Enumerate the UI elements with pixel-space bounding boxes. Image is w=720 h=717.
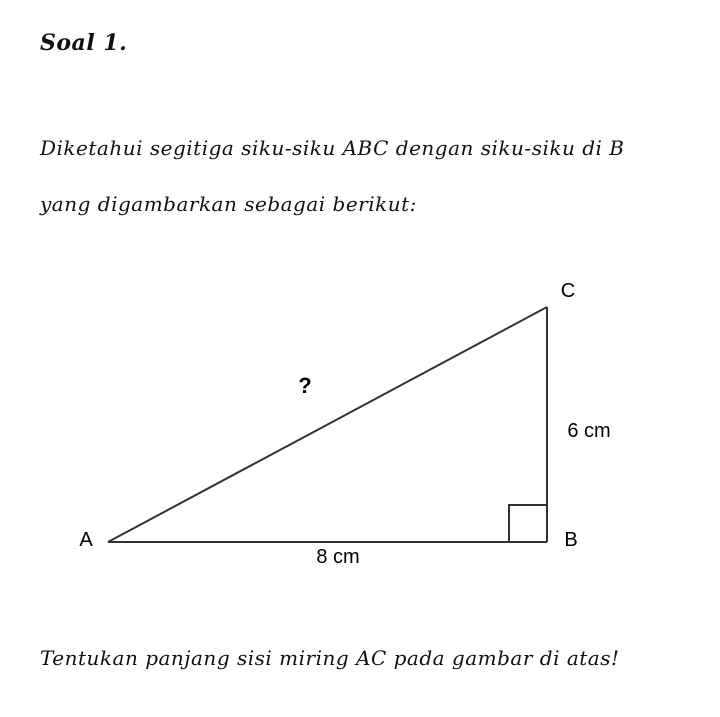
side-bc-length-label: 6 cm xyxy=(567,420,611,442)
question-text: Tentukan panjang sisi miring AC pada gambar di atas! xyxy=(40,646,620,670)
side-ac-hypotenuse-line xyxy=(108,307,547,542)
vertex-a-label: A xyxy=(79,529,93,551)
right-angle-marker xyxy=(509,505,547,542)
problem-statement: Diketahui segitiga siku-siku ABC dengan siku-siku di B yang digambarkan sebagai berikut: xyxy=(40,136,625,216)
problem-title: Soal 1. xyxy=(40,30,128,56)
side-ac-unknown-label: ? xyxy=(298,373,312,398)
side-ab-length-label: 8 cm xyxy=(316,546,360,568)
vertex-c-label: C xyxy=(560,280,576,302)
vertex-b-label: B xyxy=(564,529,578,551)
